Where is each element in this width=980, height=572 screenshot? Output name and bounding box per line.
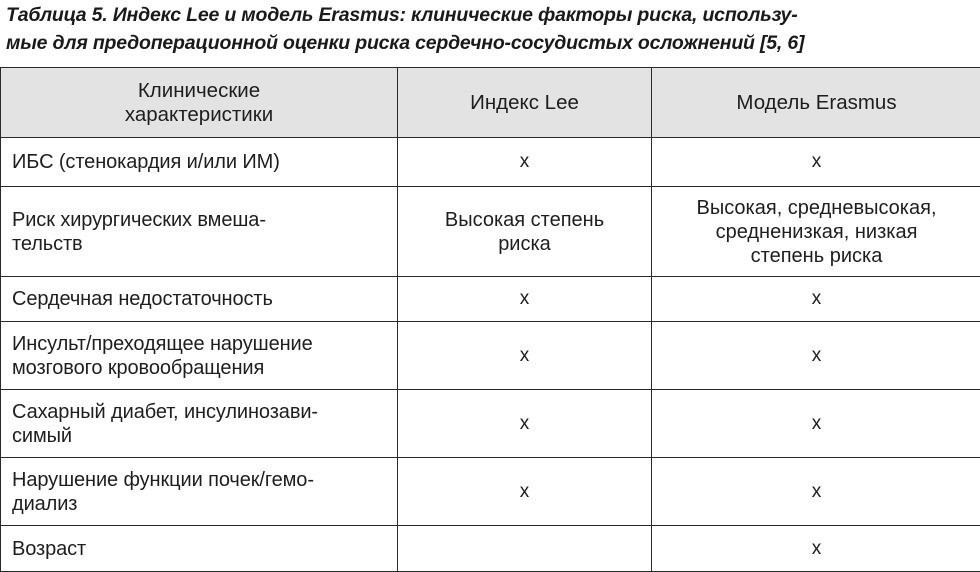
table-row [1,187,980,277]
cell-characteristic [1,526,398,572]
cell-erasmus-line: Высокая, средневысокая, [696,197,936,219]
table-row [1,322,980,390]
cell-lee [398,138,652,187]
table-row [1,526,980,572]
cell-lee-line: х [520,481,530,502]
cell-lee-line: х [520,288,530,309]
cell-erasmus-line: х [812,538,822,559]
table-row [1,138,980,187]
header-row [1,68,980,138]
header-characteristics-line-2: характеристики [125,103,273,126]
cell-erasmus [652,138,980,187]
header-lee-index: Индекс Lee [398,68,652,138]
cell-characteristic [1,187,398,277]
cell-lee [398,187,652,277]
cell-erasmus-line: средненизкая, низкая [716,221,918,243]
cell-characteristic-line: Риск хирургических вмеша- [12,209,266,231]
caption-line-2: мые для предоперационной оценки риска сердечно-сосудистых осложнений [5, 6] [6,29,980,57]
cell-erasmus [652,458,980,526]
cell-erasmus [652,277,980,322]
cell-characteristic-line: Инсульт/преходящее нарушение [12,333,313,355]
header-characteristics [1,68,398,138]
table-row [1,277,980,322]
cell-lee [398,526,652,572]
cell-characteristic [1,322,398,390]
cell-erasmus [652,390,980,458]
cell-characteristic [1,138,398,187]
cell-characteristic [1,277,398,322]
cell-characteristic-line: Нарушение функции почек/гемо- [12,469,314,491]
table-body [1,138,980,572]
cell-lee [398,458,652,526]
cell-characteristic-line: Возраст [12,538,86,560]
cell-erasmus-line: х [812,481,822,502]
cell-characteristic-line: тельств [12,233,83,255]
cell-erasmus-line: х [812,151,822,172]
cell-lee-line: х [520,345,530,366]
table-caption [0,0,980,57]
header-characteristics-line-1: Клинические [138,79,260,102]
cell-erasmus-line: степень риска [751,245,883,267]
table-header [1,68,980,138]
cell-characteristic-line: Сердечная недостаточность [12,288,273,310]
caption-line-1: Таблица 5. Индекс Lee и модель Erasmus: клинические факторы риска, использу- [6,1,980,29]
cell-lee-line: х [520,413,530,434]
cell-characteristic-line: ИБС (стенокардия и/или ИМ) [12,151,280,173]
cell-characteristic-line: Сахарный диабет, инсулинозави- [12,401,318,423]
risk-factors-table [0,67,980,572]
cell-lee [398,322,652,390]
cell-erasmus [652,526,980,572]
cell-characteristic [1,390,398,458]
cell-erasmus-line: х [812,345,822,366]
cell-lee-line: Высокая степень [445,209,604,231]
header-erasmus-model: Модель Erasmus [652,68,980,138]
cell-characteristic [1,458,398,526]
table-row [1,390,980,458]
cell-characteristic-line: диализ [12,493,77,515]
cell-characteristic-line: симый [12,425,72,447]
table-row [1,458,980,526]
cell-erasmus-line: х [812,413,822,434]
cell-lee [398,277,652,322]
cell-characteristic-line: мозгового кровообращения [12,357,264,379]
cell-erasmus-line: х [812,288,822,309]
cell-lee-line: х [520,151,530,172]
cell-lee [398,390,652,458]
cell-erasmus [652,322,980,390]
cell-erasmus [652,187,980,277]
cell-lee-line: риска [498,233,551,255]
